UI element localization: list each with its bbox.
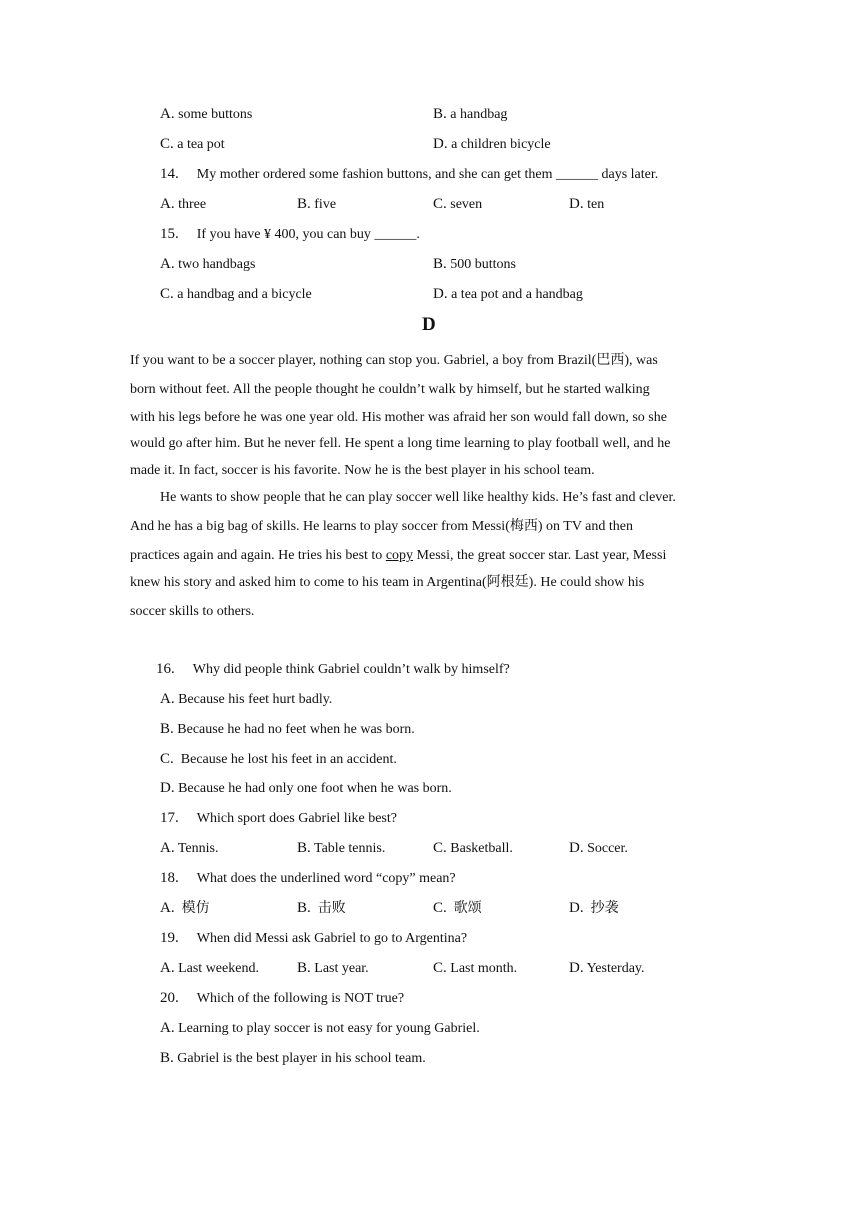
q13-option-c: C. a tea pot [160,136,225,152]
q14-option-a: A. three [160,196,207,212]
q20-option-a: A. Learning to play soccer is not easy for young Gabriel. [160,1020,480,1036]
q17-option-b: B. Table tennis. [297,840,386,856]
q18-option-c: C. 歌颂 [433,900,482,916]
q14-option-b: B. five [297,196,337,212]
q16-option-a: A. Because his feet hurt badly. [160,691,333,707]
q17-question: 17. Which sport does Gabriel like best? [160,810,397,826]
q16-question: 16. Why did people think Gabriel couldn’t walk by himself? [156,661,510,677]
q15-question: 15. If you have ¥ 400, you can buy ______. [160,226,420,242]
passage-line: knew his story and asked him to come to his team in Argentina(阿根廷). He could show his [130,575,645,590]
q19-option-a: A. Last weekend. [160,960,259,976]
q13-option-d: D. a children bicycle [433,136,551,152]
q17-option-d: D. Soccer. [569,840,628,856]
q14-question: 14. My mother ordered some fashion buttons, and she can get them ______ days later. [160,166,659,182]
q18-option-b: B. 击败 [297,900,346,916]
passage-line: soccer skills to others. [130,604,255,619]
passage-line: He wants to show people that he can play soccer well like healthy kids. He’s fast and clever. [160,490,676,505]
q16-option-b: B. Because he had no feet when he was born. [160,721,415,737]
q18-option-d: D. 抄袭 [569,900,619,916]
q19-question: 19. When did Messi ask Gabriel to go to Argentina? [160,930,468,946]
passage-line: would go after him. But he never fell. He spent a long time learning to play football well, and he [130,436,671,451]
q18-option-a: A. 模仿 [160,900,210,916]
passage-line: And he has a big bag of skills. He learns to play soccer from Messi(梅西) on TV and then [130,519,633,534]
passage-line: with his legs before he was one year old. His mother was afraid her son would fall down, so she [130,410,667,425]
q15-option-b: B. 500 buttons [433,256,516,272]
q16-option-c: C. Because he lost his feet in an accident. [160,751,397,767]
q19-option-d: D. Yesterday. [569,960,645,976]
q19-option-c: C. Last month. [433,960,518,976]
underlined-word: copy [385,548,414,563]
q15-option-a: A. two handbags [160,256,256,272]
passage-line: If you want to be a soccer player, nothing can stop you. Gabriel, a boy from Brazil(巴西), was [130,353,658,368]
q13-option-b: B. a handbag [433,106,508,122]
q16-option-d: D. Because he had only one foot when he was born. [160,780,452,796]
q17-option-a: A. Tennis. [160,840,219,856]
q15-option-c: C. a handbag and a bicycle [160,286,312,302]
section-heading: D [422,314,436,335]
q19-option-b: B. Last year. [297,960,369,976]
q20-question: 20. Which of the following is NOT true? [160,990,405,1006]
q17-option-c: C. Basketball. [433,840,513,856]
passage-line: born without feet. All the people thought he couldn’t walk by himself, but he started walking [130,382,650,397]
passage-line: practices again and again. He tries his best to copy Messi, the great soccer star. Last year, Messi [130,548,667,563]
q20-option-b: B. Gabriel is the best player in his school team. [160,1050,426,1066]
q14-option-d: D. ten [569,196,605,212]
q18-question: 18. What does the underlined word “copy” mean? [160,870,456,886]
passage-line: made it. In fact, soccer is his favorite. Now he is the best player in his school team. [130,463,595,478]
q14-option-c: C. seven [433,196,483,212]
q15-option-d: D. a tea pot and a handbag [433,286,583,302]
q13-option-a: A. some buttons [160,106,253,122]
